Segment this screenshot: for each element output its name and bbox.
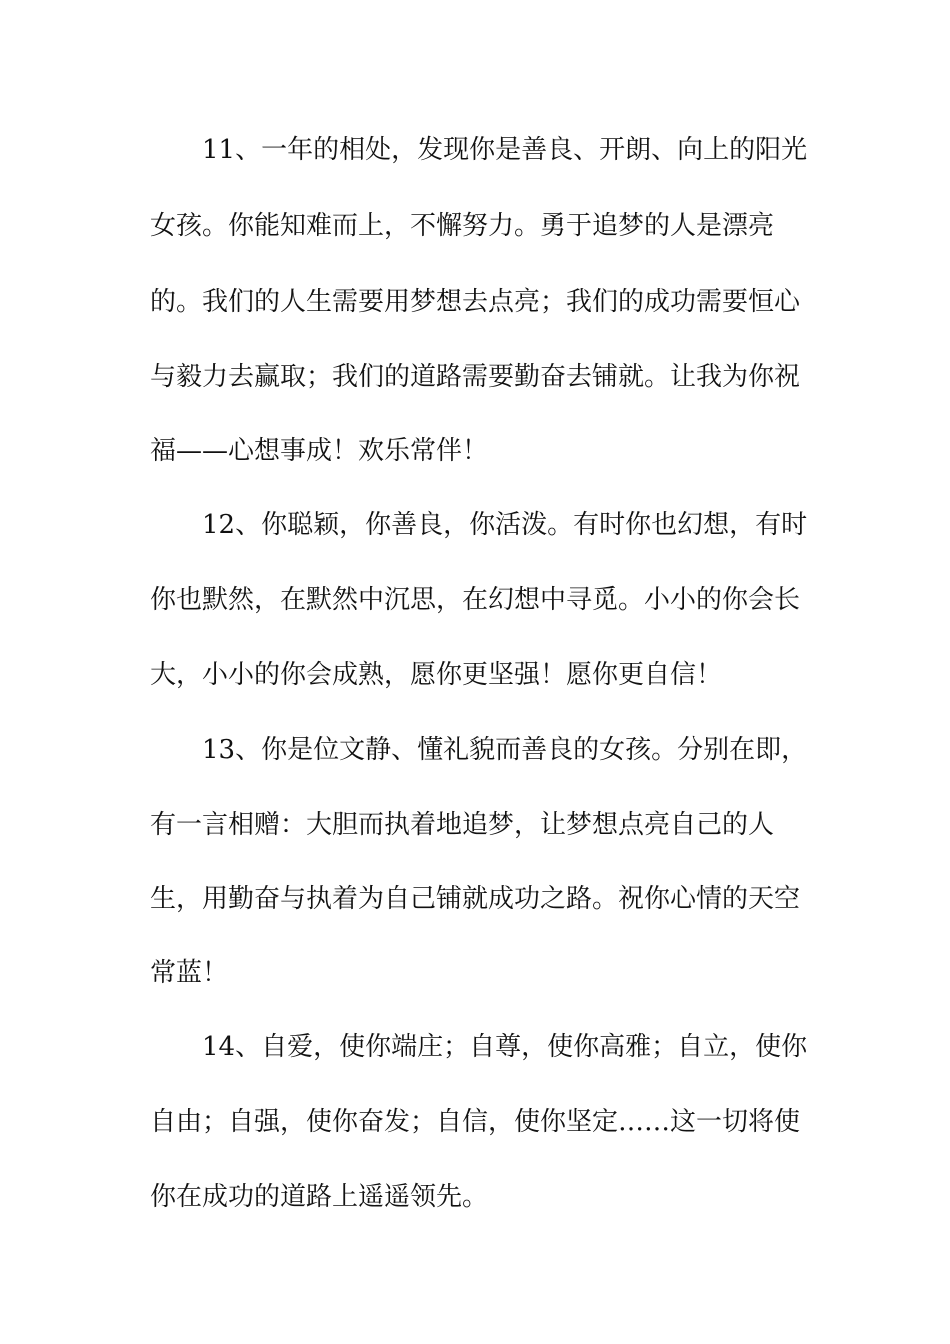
text-line: 你在成功的道路上遥遥领先。 bbox=[150, 1182, 489, 1212]
text-line: 的。我们的人生需要用梦想去点亮；我们的成功需要恒心 bbox=[150, 287, 801, 317]
text-line: 大，小小的你会成熟，愿你更坚强！愿你更自信！ bbox=[150, 660, 723, 690]
text-line: 14、自爱，使你端庄；自尊，使你高雅；自立，使你 bbox=[202, 1032, 808, 1062]
text-line: 有一言相赠：大胆而执着地追梦，让梦想点亮自己的人 bbox=[150, 810, 775, 840]
text-line: 与毅力去赢取；我们的道路需要勤奋去铺就。让我为你祝 bbox=[150, 362, 801, 392]
text-line: 生，用勤奋与执着为自己铺就成功之路。祝你心情的天空 bbox=[150, 884, 801, 914]
text-line: 福——心想事成！欢乐常伴！ bbox=[150, 436, 489, 466]
text-line: 女孩。你能知难而上，不懈努力。勇于追梦的人是漂亮 bbox=[150, 211, 775, 241]
text-line: 常蓝！ bbox=[150, 958, 229, 988]
text-line: 自由；自强，使你奋发；自信，使你坚定……这一切将使 bbox=[150, 1107, 801, 1137]
text-line: 你也默然，在默然中沉思，在幻想中寻觅。小小的你会长 bbox=[150, 585, 801, 615]
text-line: 11、一年的相处，发现你是善良、开朗、向上的阳光 bbox=[202, 135, 808, 165]
text-line: 12、你聪颖，你善良，你活泼。有时你也幻想，有时 bbox=[202, 510, 808, 540]
text-line: 13、你是位文静、懂礼貌而善良的女孩。分别在即， bbox=[202, 735, 808, 765]
